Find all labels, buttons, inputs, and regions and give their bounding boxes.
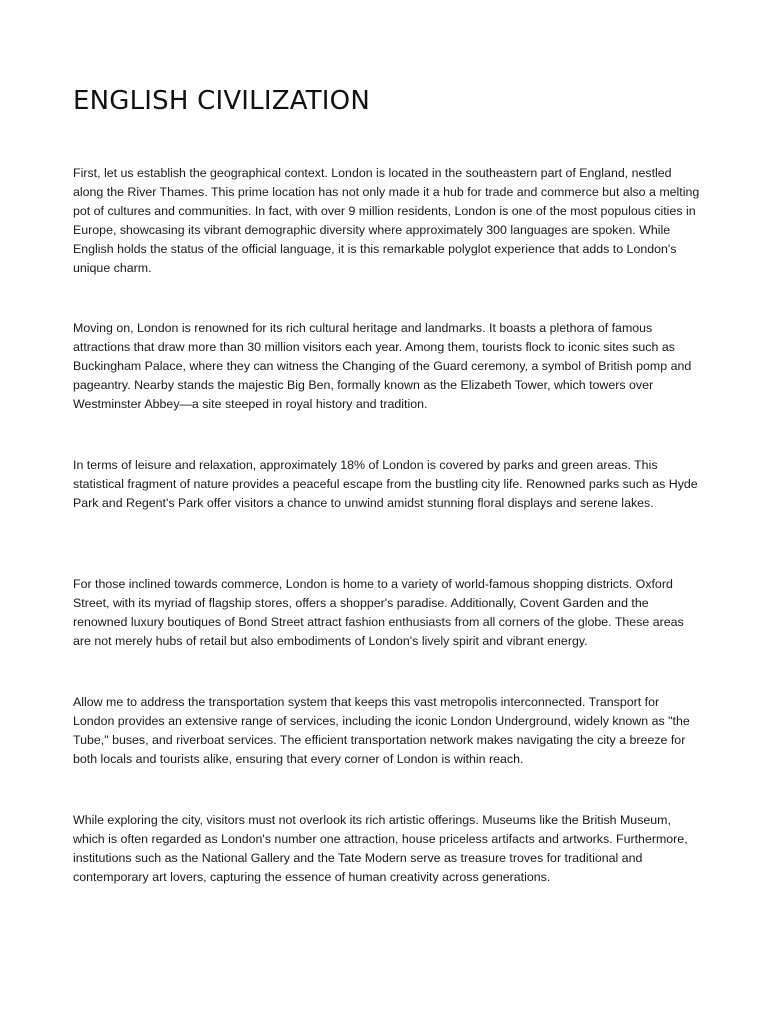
paragraph-heritage: Moving on, London is renowned for its rich cultural heritage and landmarks. It boasts a plethora of famous attractions that draw more than 30 million visitors each year. Among them, tourists flock to iconic sites such as Buckingham Palace, where they can witness the Changing of the Guard ceremony, a symbol of British pomp and pageantry. Nearby stands the majestic Big Ben, formally known as the Elizabeth Tower, which towers over Westminster Abbey—a site steeped in royal history and tradition. bbox=[73, 321, 692, 411]
document-title: ENGLISH CIVILIZATION bbox=[73, 86, 370, 116]
paragraph-parks: In terms of leisure and relaxation, approximately 18% of London is covered by parks and green areas. This statistical fragment of nature provides a peaceful escape from the bustling city life. Renowned parks such as Hyde Park and Regent's Park offer visitors a chance to unwind amidst stunning floral displays and serene lakes. bbox=[73, 458, 698, 510]
paragraph-transport: Allow me to address the transportation system that keeps this vast metropolis interconnected. Transport for London provides an extensive range of services, including the iconic London Underground, widely known as "the Tube," buses, and riverboat services. The efficient transportation network makes navigating the city a breeze for both locals and tourists alike, ensuring that every corner of London is within reach. bbox=[73, 695, 690, 766]
paragraph-art: While exploring the city, visitors must not overlook its rich artistic offerings. Museums like the British Museum, which is often regarded as London's number one attraction, house priceless artifacts and artworks. Furthermore, institutions such as the National Gallery and the Tate Modern serve as treasure troves for traditional and contemporary art lovers, capturing the essence of human creativity across generations. bbox=[73, 813, 688, 884]
paragraph-shopping: For those inclined towards commerce, London is home to a variety of world-famous shopping districts. Oxford Street, with its myriad of flagship stores, offers a shopper's paradise. Additionally, Covent Garden and the renowned luxury boutiques of Bond Street attract fashion enthusiasts from all corners of the globe. These areas are not merely hubs of retail but also embodiments of London's lively spirit and vibrant energy. bbox=[73, 577, 684, 648]
paragraph-geography: First, let us establish the geographical context. London is located in the southeastern part of England, nestled along the River Thames. This prime location has not only made it a hub for trade and commerce but also a melting pot of cultures and communities. In fact, with over 9 million residents, London is one of the most populous cities in Europe, showcasing its vibrant demographic diversity where approximately 300 languages are spoken. While English holds the status of the official language, it is this remarkable polyglot experience that adds to London's unique charm. bbox=[73, 166, 700, 275]
